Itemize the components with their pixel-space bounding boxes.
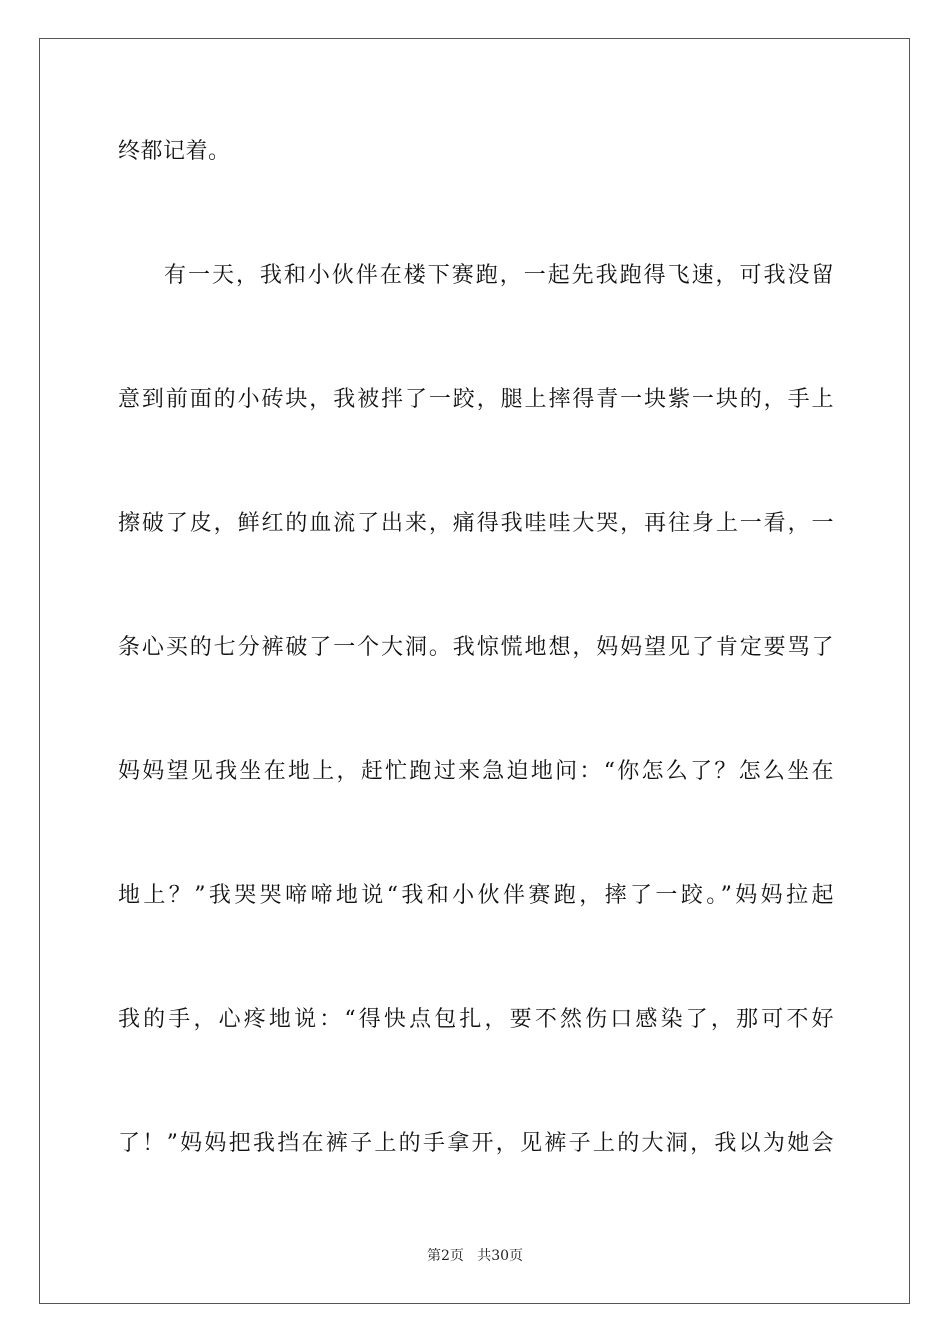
text-line-9: 了！”妈妈把我挡在裤子上的手拿开，见裤子上的大洞，我以为她会 [118, 1131, 834, 1156]
page-border [39, 38, 910, 1304]
text-line-4: 擦破了皮，鲜红的血流了出来，痛得我哇哇大哭，再往身上一看，一 [118, 511, 834, 536]
text-line-6: 妈妈望见我坐在地上，赶忙跑过来急迫地问：“你怎么了？怎么坐在 [118, 759, 834, 784]
text-line-1: 终都记着。 [118, 139, 231, 164]
page-number-footer: 第2页 共30页 [426, 1248, 524, 1264]
text-line-2: 有一天，我和小伙伴在楼下赛跑，一起先我跑得飞速，可我没留 [164, 263, 834, 288]
text-line-3: 意到前面的小砖块，我被拌了一跤，腿上摔得青一块紫一块的，手上 [118, 387, 834, 412]
text-line-8: 我的手，心疼地说：“得快点包扎，要不然伤口感染了，那可不好 [118, 1007, 834, 1032]
text-line-7: 地上？”我哭哭啼啼地说“我和小伙伴赛跑，摔了一跤。”妈妈拉起 [118, 883, 834, 908]
text-line-5: 条心买的七分裤破了一个大洞。我惊慌地想，妈妈望见了肯定要骂了 [118, 635, 834, 660]
